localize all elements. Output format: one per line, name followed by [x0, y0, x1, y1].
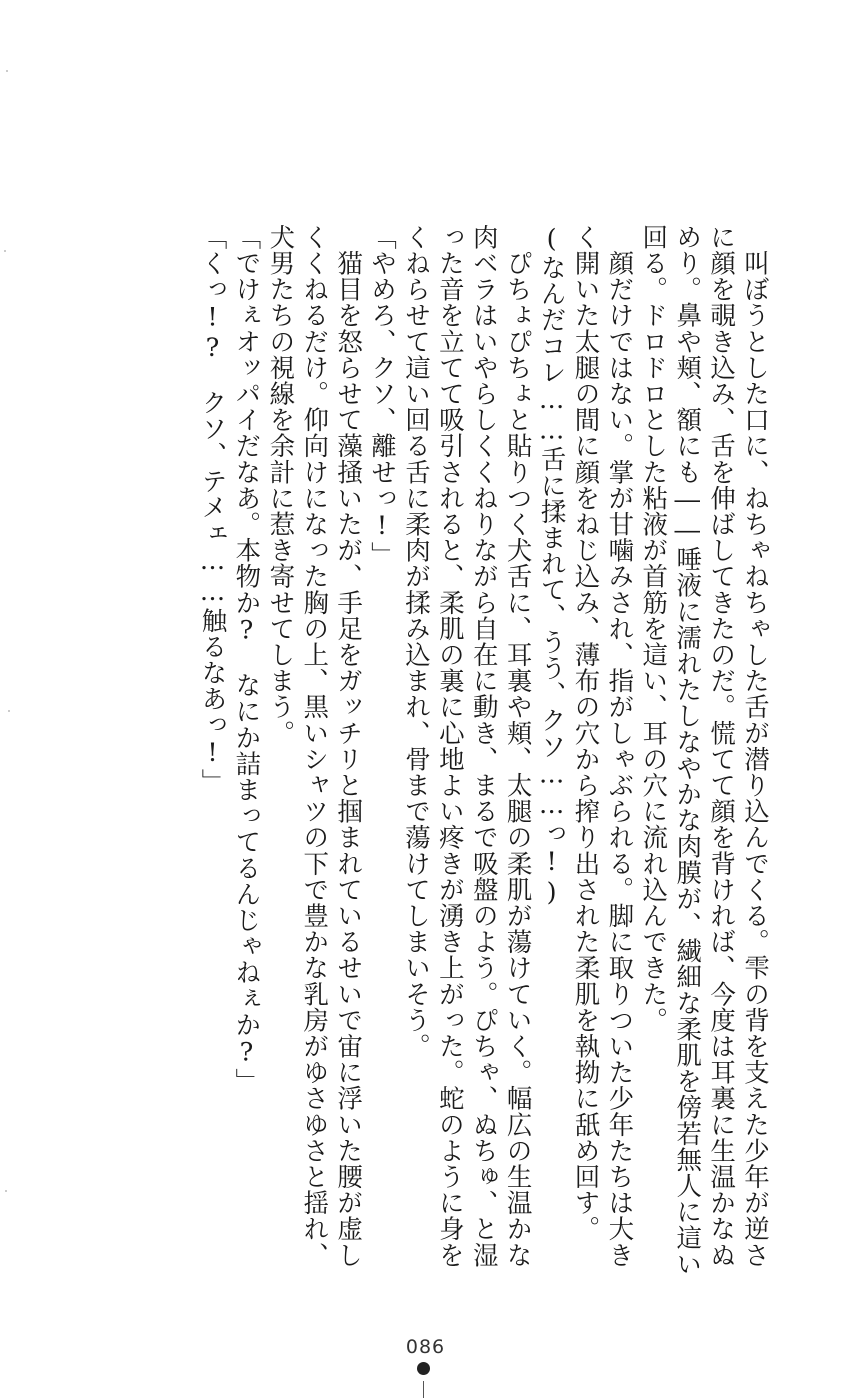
text-line: 「やめろ、クソ、離せっ!」: [367, 224, 398, 568]
page-number: 086: [405, 1336, 446, 1358]
text-line: 顔だけではない。掌が甘噛みされ、指がしゃぶられる。脚に取りついた少年たちは大き: [604, 224, 635, 1268]
text-line: 叫ぼうとした口に、ねちゃねちゃした舌が潜り込んでくる。雫の背を支えた少年が逆さ: [740, 224, 770, 1268]
text-line: 回る。ドロドロとした粘液が首筋を這い、耳の穴に流れ込んできた。: [638, 224, 669, 1034]
scan-speck: [6, 70, 8, 72]
vertical-text-block: [195, 224, 771, 1304]
text-line: に顔を覗き込み、舌を伸ばしてきたのだ。慌てて顔を背ければ、今度は耳裏に生温かなぬ: [706, 224, 737, 1268]
text-line: く開いた太腿の間に顔をねじ込み、薄布の穴から搾り出された柔肌を執拗に舐め回す。: [570, 224, 601, 1242]
text-line: 犬男たちの視線を余計に惹き寄せてしまう。: [265, 224, 296, 746]
text-line: 肉ベラはいやらしくくねりながら自在に動き、まるで吸盤のよう。ぴちゃ、ぬちゅ、と湿: [468, 224, 499, 1268]
scan-speck: [8, 710, 10, 712]
text-line: くくねるだけ。仰向けになった胸の上、黒いシャツの下で豊かな乳房がゆさゆさと揺れ、: [299, 224, 330, 1268]
text-line: ぴちょぴちょと貼りつく犬舌に、耳裏や頬、太腿の柔肌が蕩けていく。幅広の生温かな: [502, 224, 533, 1268]
text-line: 猫目を怒らせて藻掻いたが、手足をガッチリと掴まれているせいで宙に浮いた腰が虚し: [333, 224, 364, 1268]
scan-speck: [5, 1190, 7, 1192]
text-line: めり。鼻や頬、額にも――唾液に濡れたしなやかな肉膜が、繊細な柔肌を傍若無人に這い: [672, 224, 703, 1277]
text-line: くねらせて這い回る舌に柔肉が揉み込まれ、骨まで蕩けてしまいそう。: [400, 224, 431, 1060]
page-marker-tick: [423, 1381, 424, 1398]
text-line: った音を立てて吸引されると、柔肌の裏に心地よい疼きが湧き上がった。蛇のように身を: [434, 224, 465, 1268]
text-line: 「くっ!? クソ、テメェ……触るなあっ!」: [197, 224, 228, 795]
scan-speck: [4, 250, 6, 252]
text-line: (なんだコレ……舌に揉まれて、うう、クソ……っ!): [536, 224, 567, 908]
text-line: 「でけぇオッパイだなあ。本物か? なにか詰まってるんじゃねぇか?」: [231, 224, 262, 1095]
page-marker-dot: [417, 1362, 430, 1375]
